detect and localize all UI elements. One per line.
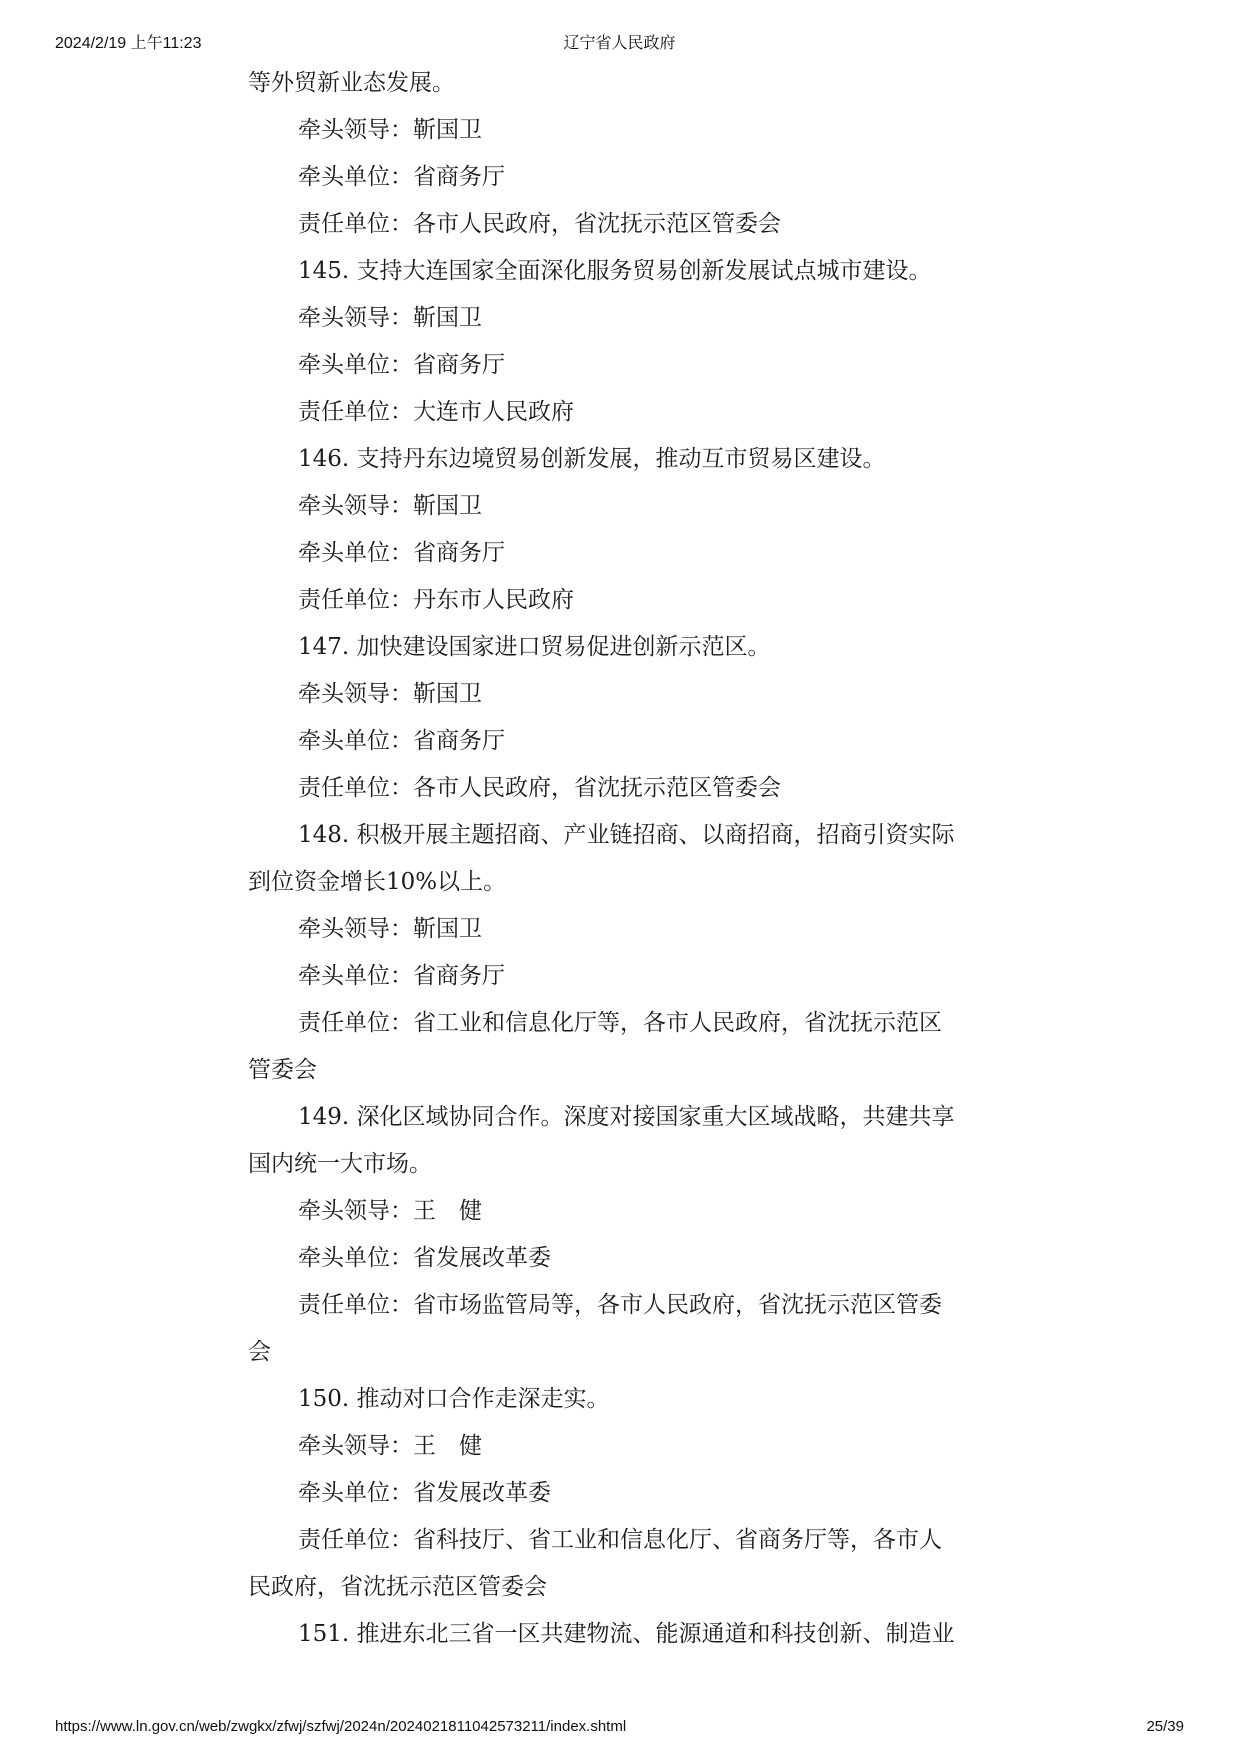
text-line: 牵头单位：省商务厅: [298, 963, 505, 989]
text-line: 牵头单位：省商务厅: [298, 728, 505, 754]
text-line: 等外贸新业态发展。: [248, 70, 455, 96]
text-line: 牵头单位：省商务厅: [298, 540, 505, 566]
text-line: 149. 深化区域协同合作。深度对接国家重大区域战略，共建共享: [298, 1104, 955, 1130]
text-line: 管委会: [248, 1057, 317, 1083]
site-title: 辽宁省人民政府: [563, 35, 676, 52]
text-line: 牵头单位：省商务厅: [298, 164, 505, 190]
text-line: 责任单位：省工业和信息化厅等，各市人民政府，省沈抚示范区: [298, 1010, 942, 1036]
text-line: 150. 推动对口合作走深走实。: [298, 1386, 610, 1412]
text-line: 到位资金增长10%以上。: [248, 869, 507, 895]
print-datetime: 2024/2/19 上午11:23: [55, 35, 202, 52]
text-line: 牵头单位：省商务厅: [298, 352, 505, 378]
text-line: 会: [248, 1339, 271, 1365]
text-line: 责任单位：丹东市人民政府: [298, 587, 574, 613]
text-line: 146. 支持丹东边境贸易创新发展，推动互市贸易区建设。: [298, 446, 886, 472]
text-line: 147. 加快建设国家进口贸易促进创新示范区。: [298, 634, 771, 660]
text-line: 148. 积极开展主题招商、产业链招商、以商招商，招商引资实际: [298, 822, 955, 848]
text-line: 牵头领导：王 健: [298, 1198, 482, 1224]
text-line: 责任单位：省市场监管局等，各市人民政府，省沈抚示范区管委: [298, 1292, 942, 1318]
text-line: 责任单位：省科技厅、省工业和信息化厅、省商务厅等，各市人: [298, 1527, 942, 1553]
text-line: 牵头领导：靳国卫: [298, 916, 482, 942]
page-url: https://www.ln.gov.cn/web/zwgkx/zfwj/szfwj/2024n/2024021811042573211/index.shtml: [55, 1718, 627, 1735]
text-line: 牵头领导：靳国卫: [298, 493, 482, 519]
text-line: 牵头单位：省发展改革委: [298, 1480, 551, 1506]
text-line: 责任单位：各市人民政府，省沈抚示范区管委会: [298, 211, 781, 237]
text-line: 牵头领导：靳国卫: [298, 681, 482, 707]
text-line: 145. 支持大连国家全面深化服务贸易创新发展试点城市建设。: [298, 258, 932, 284]
text-line: 牵头单位：省发展改革委: [298, 1245, 551, 1271]
page-number: 25/39: [1146, 1718, 1184, 1735]
document-body: [248, 60, 1010, 1658]
text-line: 责任单位：各市人民政府，省沈抚示范区管委会: [298, 775, 781, 801]
text-line: 牵头领导：靳国卫: [298, 117, 482, 143]
text-line: 牵头领导：王 健: [298, 1433, 482, 1459]
text-line: 责任单位：大连市人民政府: [298, 399, 574, 425]
text-line: 牵头领导：靳国卫: [298, 305, 482, 331]
text-line: 151. 推进东北三省一区共建物流、能源通道和科技创新、制造业: [298, 1621, 955, 1647]
text-line: 民政府，省沈抚示范区管委会: [248, 1574, 547, 1600]
text-line: 国内统一大市场。: [248, 1151, 432, 1177]
